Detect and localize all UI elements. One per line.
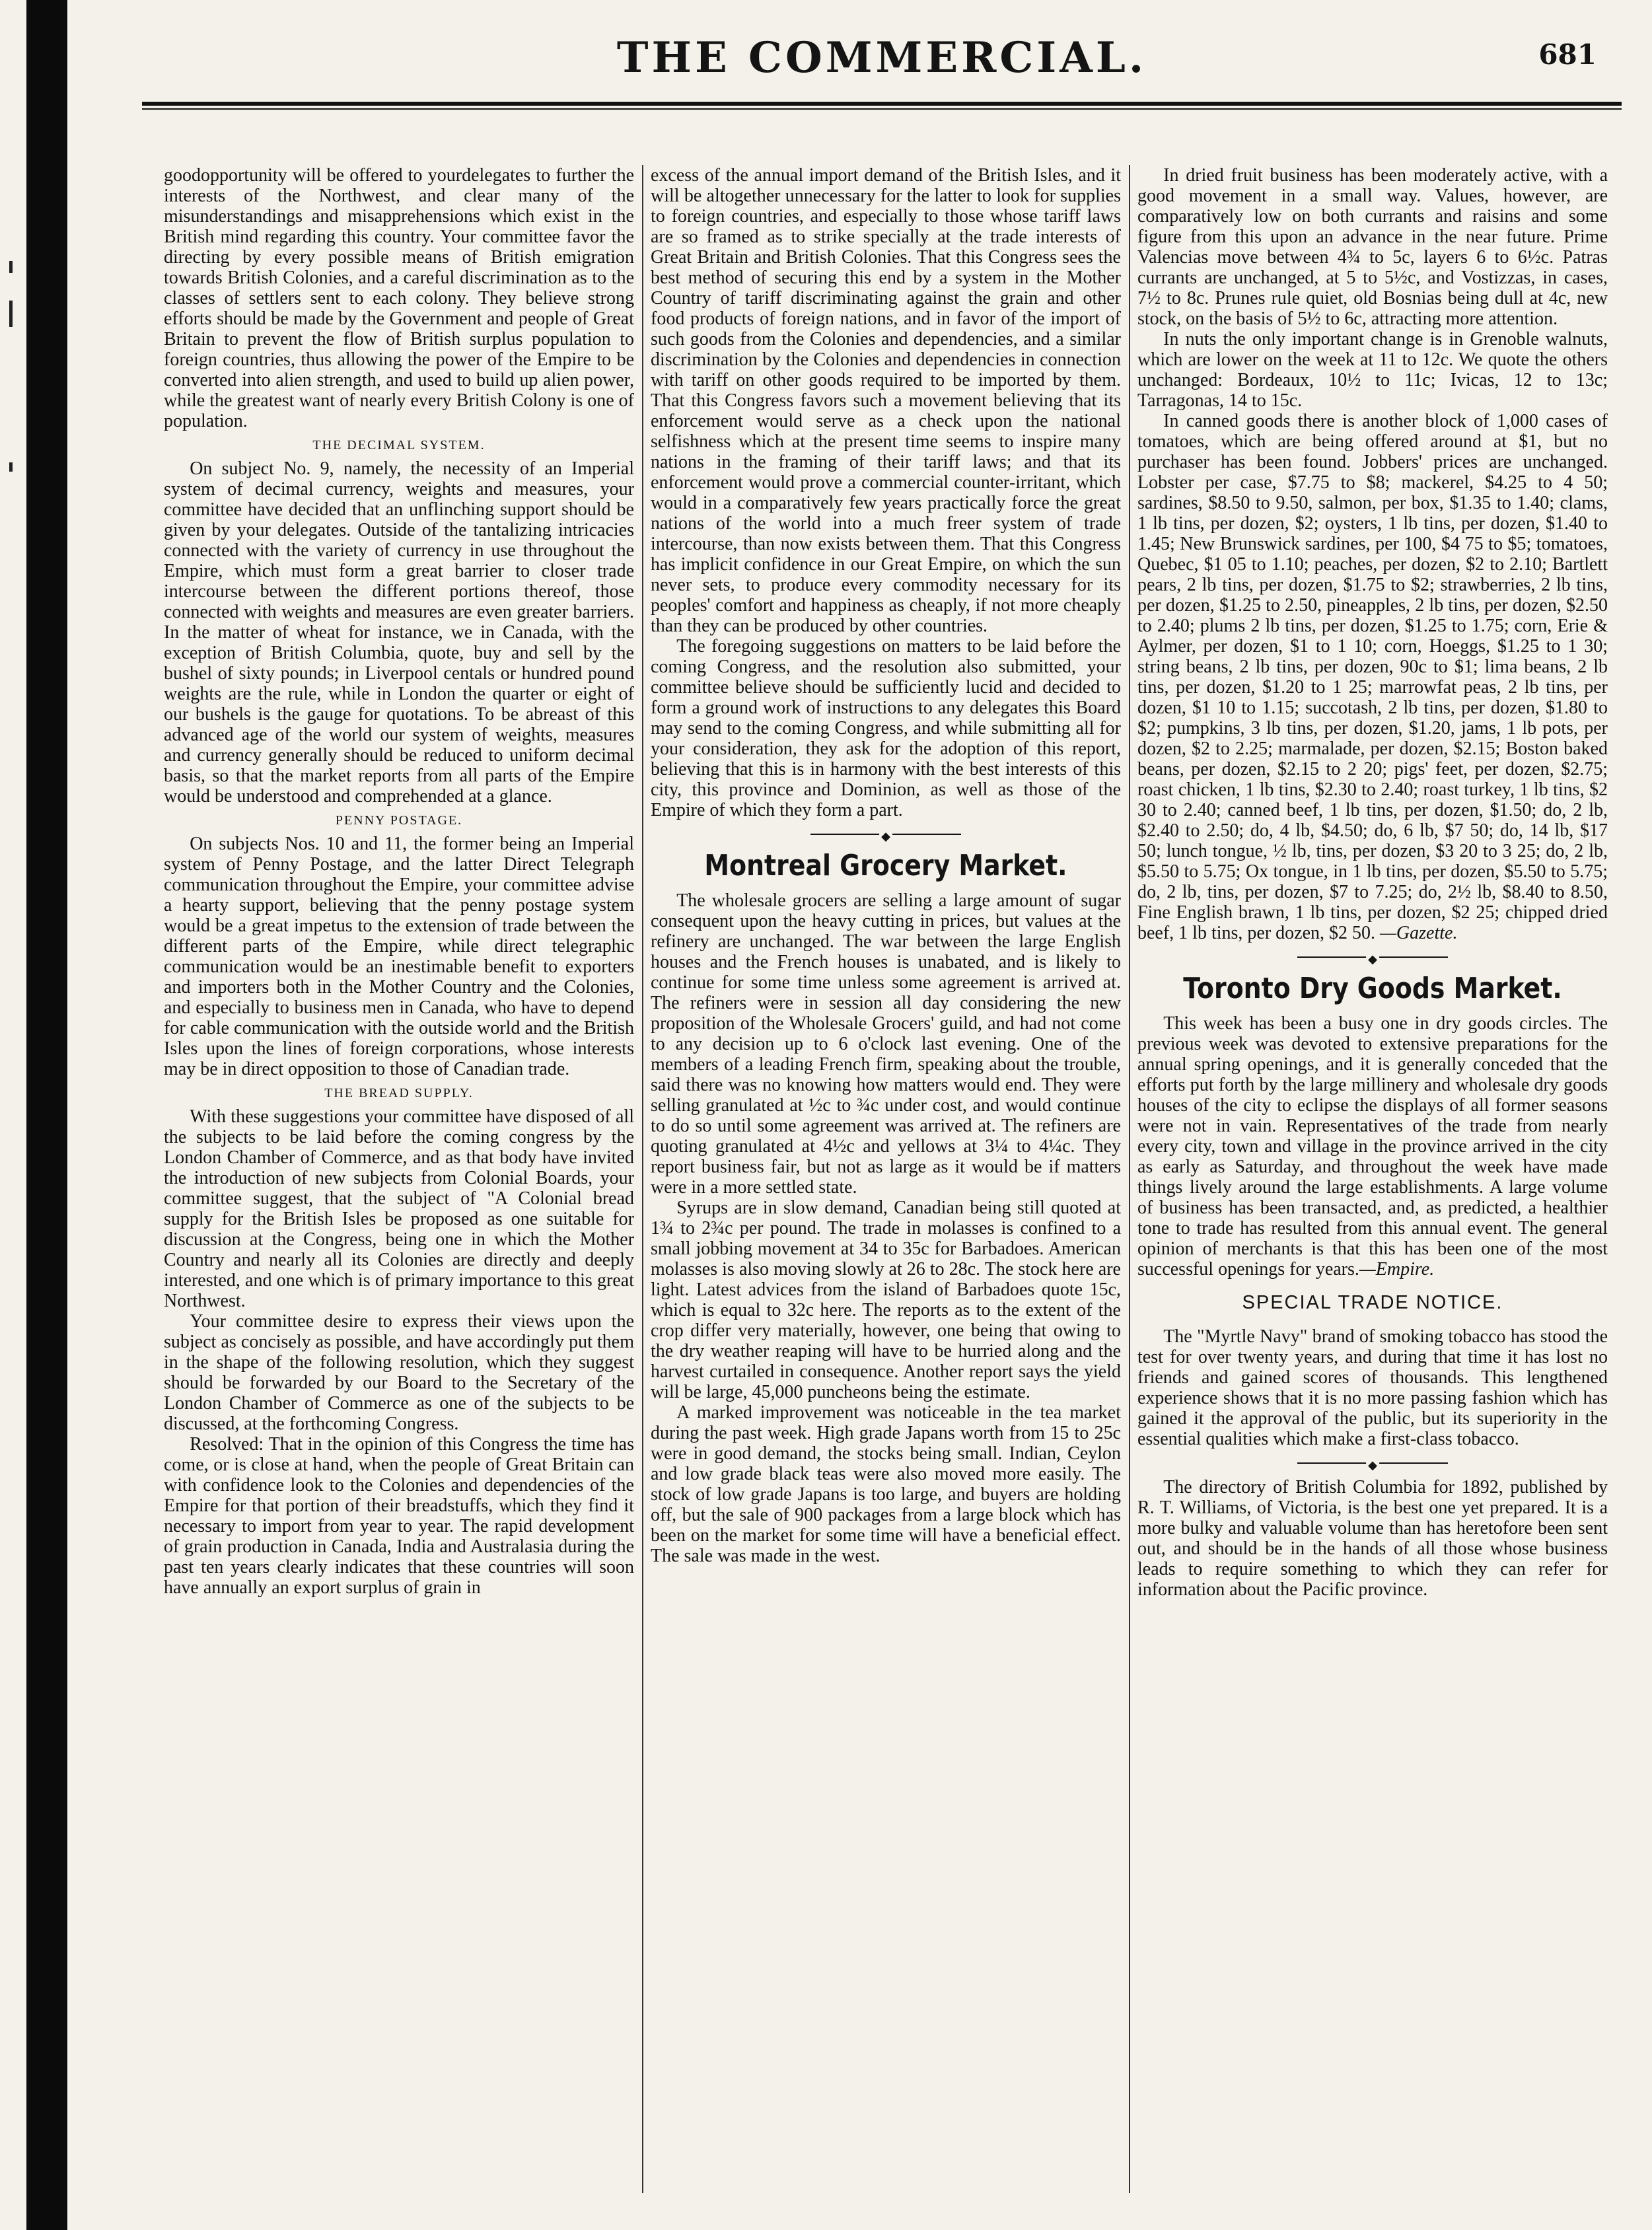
article-paragraph: goodopportunity will be offered to yourdelegates to further the interests of the Northwest, and clear many of the misunderstandings and misapprehensions which exist in the British mind regarding this country. Your committee favor the directing by every possible means of British emigration towards British Colonies, and a careful discrimination as to the classes of settlers sent to each colony. They believe strong efforts should be made by the Government and people of Great Britain to prevent the flow of British surplus population to foreign countries, thus allowing the power of the Empire to be converted into alien strength, and used to build up alien power, while the greatest want of nearly every British Colony is one of population. (164, 165, 634, 431)
column-rule (642, 165, 643, 2193)
article-paragraph: Syrups are in slow demand, Canadian being still quoted at 1¾ to 2¾c per pound. The trade in molasses is confined to a small jobbing movement at 34 to 35c for Barbadoes. American molasses is also moving slowly at 26 to 28c. The stock here are light. Latest advices from the island of Barbadoes quote 15c, which is equal to 32c here. The reports as to the extent of the crop differ very materially, however, one being that owing to the dry weather reaping will have to be hurried along and the harvest curtailed in consequence. Another report says the yield will be large, 45,000 puncheons being the estimate. (651, 1198, 1121, 1402)
article-paragraph: excess of the annual import demand of the British Isles, and it will be altogether unnecessary for the latter to look for supplies to foreign countries, and especially to those whose tariff laws are so framed as to strike specially at the trade interests of Great Britain and British Colonies. That this Congress sees the best method of securing this end by a system in the Mother Country of tariff discriminating against the grain and other food products of foreign nations, and in favor of the import of such goods from the Colonies and dependencies, and a similar discrimination by the Colonies and dependencies in connection with tariff on other goods required to be imported by them. That this Congress favors such a movement believing that its enforcement would serve as a check upon the national selfishness which at the present time seems to inspire many nations in the framing of their tariff laws; and that its enforcement would prove a commercial counter-irritant, which would in a comparatively few years practically force the great nations of the world into a much freer system of trade intercourse, than now exists between them. That this Congress has implicit confidence in our Great Empire, on which the sun never sets, to produce every commodity necessary for its peoples' comfort and happiness as cheaply, if not more cheaply than they can be produced by other countries. (651, 165, 1121, 636)
source-attribution: —Gazette. (1380, 923, 1458, 943)
article-paragraph: The wholesale grocers are selling a large amount of sugar consequent upon the heavy cutting in prices, but values at the refinery are unchanged. The war between the large English houses and the French houses is unabated, and is likely to continue for some time unless some agreement is arrived at. The refiners were in session all day considering the new proposition of the Wholesale Grocers' guild, and had not come to any decision up to 6 o'clock last evening. One of the members of a leading French firm, speaking about the trouble, said there was no knowing how matters would end. They were selling granulated at ½c to ¾c under cost, and would continue to do so until some agreement was arrived at. The refiners are quoting granulated at 4½c and yellows at 3¼ to 4¼c. They report business fair, but not as large as it would be if matters were in a more settled state. (651, 890, 1121, 1198)
column-1 (164, 165, 634, 2193)
article-paragraph: The foregoing suggestions on matters to be laid before the coming Congress, and the resolution also submitted, your committee believe should be sufficiently lucid and decided to form a ground work of instructions to any delegates this Board may send to the coming Congress, and while submitting all for your consideration, they ask for the adoption of this report, believing that this is in harmony with the best interests of this city, this province and Dominion, as well as those of the Empire of which they form a part. (651, 636, 1121, 820)
divider-ornament-icon: ◆ (1366, 1455, 1379, 1476)
article-paragraph: Your committee desire to express their views upon the subject as concisely as possible, and have accordingly put them in the shape of the following resolution, which they suggest should be forwarded by our Board to the Secretary of the London Chamber of Commerce as one of the subjects to be discussed, at the forthcoming Congress. (164, 1311, 634, 1434)
page-number: 681 (1538, 38, 1597, 71)
section-subhead: THE DECIMAL SYSTEM. (312, 438, 485, 452)
toronto-text: This week has been a busy one in dry goods circles. The previous week was devoted to extensive preparations for the annual spring openings, and it is generally conceded that the efforts put forth by the large millinery and wholesale dry goods houses of the city to eclipse the displays of all former seasons were not in vain. Representatives of the trade from nearly every city, town and village in the province arrived in the city as early as Saturday, and throughout the week have made things lively around the large establishments. A large volume of business has been transacted, and, as predicted, a healthier tone to trade has resulted from this annual event. The general opinion of merchants is that this has been one of the most successful openings for years. (1137, 1013, 1608, 1279)
margin-mark (9, 261, 13, 273)
article-headline: Toronto Dry Goods Market. (1183, 972, 1562, 1005)
article-paragraph: On subjects Nos. 10 and 11, the former being an Imperial system of Penny Postage, and the latter Direct Telegraph communication throughout the Empire, your committee advise a hearty support, believing that the penny postage system would be a great impetus to the extension of trade between the different parts of the Empire, while direct telegraphic communication would be an inestimable benefit to exporters and importers both in the Mother Country and the Colonies, and especially to business men in Canada, who have to depend for cable communication with the outside world and the British Isles upon the lines of foreign corporations, whose interests may be in direct opposition to those of Canadian trade. (164, 834, 634, 1079)
article-paragraph: The "Myrtle Navy" brand of smoking tobacco has stood the test for over twenty years, and during that time it has lost no friends and gained scores of thousands. This lengthened experience shows that it is no more passing fashion which has gained it the approval of the public, but its superiority in the essential qualities which make a first-class tobacco. (1137, 1326, 1608, 1449)
margin-mark (9, 462, 13, 472)
article-paragraph: On subject No. 9, namely, the necessity of an Imperial system of decimal currency, weights and measures, your committee have decided that an unflinching support should be given by your delegates. Outside of the tantalizing intricacies connected with the variety of currency in use throughout the Empire, which must form a great barrier to closer trade intercourse between the different portions thereof, those connected with weights and measures are even greater barriers. In the matter of wheat for instance, we in Canada, with the exception of British Columbia, quote, buy and sell by the bushel of sixty pounds; in Liverpool centals or hundred pound weights are the rule, while in London the quarter or eight of our bushels is the gauge for quotations. To be abreast of this advanced age of the world our system of weights, measures and currency generally should be reduced to uniform decimal basis, so that the market reports from all parts of the Empire would be understood and comprehended at a glance. (164, 458, 634, 807)
header-rule (142, 102, 1622, 110)
article-paragraph: In nuts the only important change is in Grenoble walnuts, which are lower on the week at 11 to 12c. We quote the others unchanged: Bordeaux, 10½ to 11c; Ivicas, 12 to 13c; Tarragonas, 14 to 15c. (1137, 329, 1608, 411)
source-attribution: —Empire. (1359, 1259, 1435, 1279)
divider-ornament-icon: ◆ (1366, 949, 1379, 970)
section-headline: SPECIAL TRADE NOTICE. (1242, 1292, 1503, 1313)
article-paragraph (1137, 1013, 1608, 1279)
article-paragraph: A marked improvement was noticeable in the tea market during the past week. High grade Japans worth from 15 to 25c were in good demand, the stocks being small. Indian, Ceylon and low grade black teas were also moved more easily. The stock of low grade Japans is too large, and buyers are holding off, but the sale of 900 packages from a large block which has been on the market for some time will have a beneficial effect. The sale was made in the west. (651, 1402, 1121, 1566)
divider-ornament-icon: ◆ (879, 826, 892, 847)
article-headline: Montreal Grocery Market. (704, 849, 1067, 882)
margin-mark (9, 301, 13, 327)
section-subhead: THE BREAD SUPPLY. (324, 1086, 474, 1100)
section-divider (1137, 1453, 1608, 1473)
column-rule (1129, 165, 1130, 2193)
article-paragraph: Resolved: That in the opinion of this Congress the time has come, or is close at hand, when the people of Great Britain can with confidence look to the Colonies and dependencies of the Empire for that portion of their breadstuffs, which they find it necessary to import from year to year. The rapid development of grain production in Canada, India and Australasia during the past ten years clearly indicates that these countries will soon have annually an export surplus of grain in (164, 1434, 634, 1598)
canned-goods-text: In canned goods there is another block of 1,000 cases of tomatoes, which are being offered around at $1, but no purchaser has been found. Jobbers' prices are unchanged. Lobster per case, $7.75 to $8; mackerel, $4.25 to 4 50; sardines, $8.50 to 9.50, salmon, per box, $1.35 to 1.40; clams, 1 lb tins, per dozen, $2; oysters, 1 lb tins, per dozen, $1.40 to 1.45; New Brunswick sardines, per 100, $4 75 to $5; tomatoes, Quebec, $1 05 to 1.10; peaches, per dozen, $2 to 2.10; Bartlett pears, 2 lb tins, per dozen, $1.75 to $2; strawberries, 2 lb tins, per dozen, $1.25 to 2.50, pineapples, 2 lb tins, per dozen, $2.50 to 2.40; plums 2 lb tins, per dozen, $1.25 to 1.75; corn, Erie & Aylmer, per dozen, $1 to 1 10; corn, Hoeggs, $1.25 to 1 30; string beans, 2 lb tins, per dozen, 90c to $1; lima beans, 2 lb tins, per dozen, $1.20 to 1 25; marrowfat peas, 2 lb tins, per dozen, $1 10 to 1.15; succotash, 2 lb tins, per dozen, $1.80 to $2; pumpkins, 3 lb tins, per dozen, $1.20, jams, 1 lb pots, per dozen, $2 to 2.25; marmalade, per dozen, $2.15; Boston baked beans, per dozen, $2.15 to 2 20; pigs' feet, per dozen, $2.75; roast chicken, 1 lb tins, $2.30 to 2.40; roast turkey, 1 lb tins, $2 30 to 2.40; canned beef, 1 lb tins, per dozen, $1.50; do, 2 lb, $2.40 to 2.50; do, 4 lb, $4.50; do, 6 lb, $7 50; do, 14 lb, $17 50; lunch tongue, ½ lb, tins, per dozen, $3 20 to 3 25; do, 2 lb, $5.50 to 5.75; Ox tongue, in 1 lb tins, per dozen, $5.50 to 5.75; do, 2 lb, tins, per dozen, $7 to 7.25; do, 2½ lb, $8.40 to 8.50, Fine English brawn, 1 lb tins, per dozen, $2 25; chipped dried beef, 1 lb tins, per dozen, $2 50. (1137, 411, 1608, 943)
masthead-title: THE COMMERCIAL. (616, 33, 1147, 83)
column-2 (651, 165, 1121, 2193)
article-paragraph: With these suggestions your committee have disposed of all the subjects to be laid before the coming congress by the London Chamber of Commerce, and as that body have invited the introduction of new subjects from Colonial Boards, your committee suggest, that the subject of "A Colonial bread supply for the British Isles be proposed as one suitable for discussion at the Congress, being one in which the Mother Country and nearly all its Colonies are directly and deeply interested, and one which is of primary importance to this great Northwest. (164, 1106, 634, 1311)
page-header (142, 24, 1622, 123)
section-divider (1137, 947, 1608, 967)
section-subhead: PENNY POSTAGE. (335, 813, 463, 828)
article-paragraph: In dried fruit business has been moderately active, with a good movement in a small way. Values, however, are comparatively low on both currants and raisins and some figure from this upon an advance in the near future. Prime Valencias move between 4¾ to 5c, layers 6 to 6½c. Patras currants are unchanged, at 5 to 5½c, and Vostizzas, in cases, 7½ to 8c. Prunes rule quiet, old Bosnias being dull at 4c, new stock, on the basis of 5½ to 6c, attracting more attention. (1137, 165, 1608, 329)
binding-spine (26, 0, 67, 2230)
section-divider (651, 824, 1121, 844)
article-paragraph: The directory of British Columbia for 1892, published by R. T. Williams, of Victoria, is the best one yet prepared. It is a more bulky and valuable volume than has heretofore been sent out, and should be in the hands of all those whose business leads to require something to which they can refer for information about the Pacific province. (1137, 1477, 1608, 1600)
article-paragraph (1137, 411, 1608, 943)
column-3 (1137, 165, 1608, 2193)
